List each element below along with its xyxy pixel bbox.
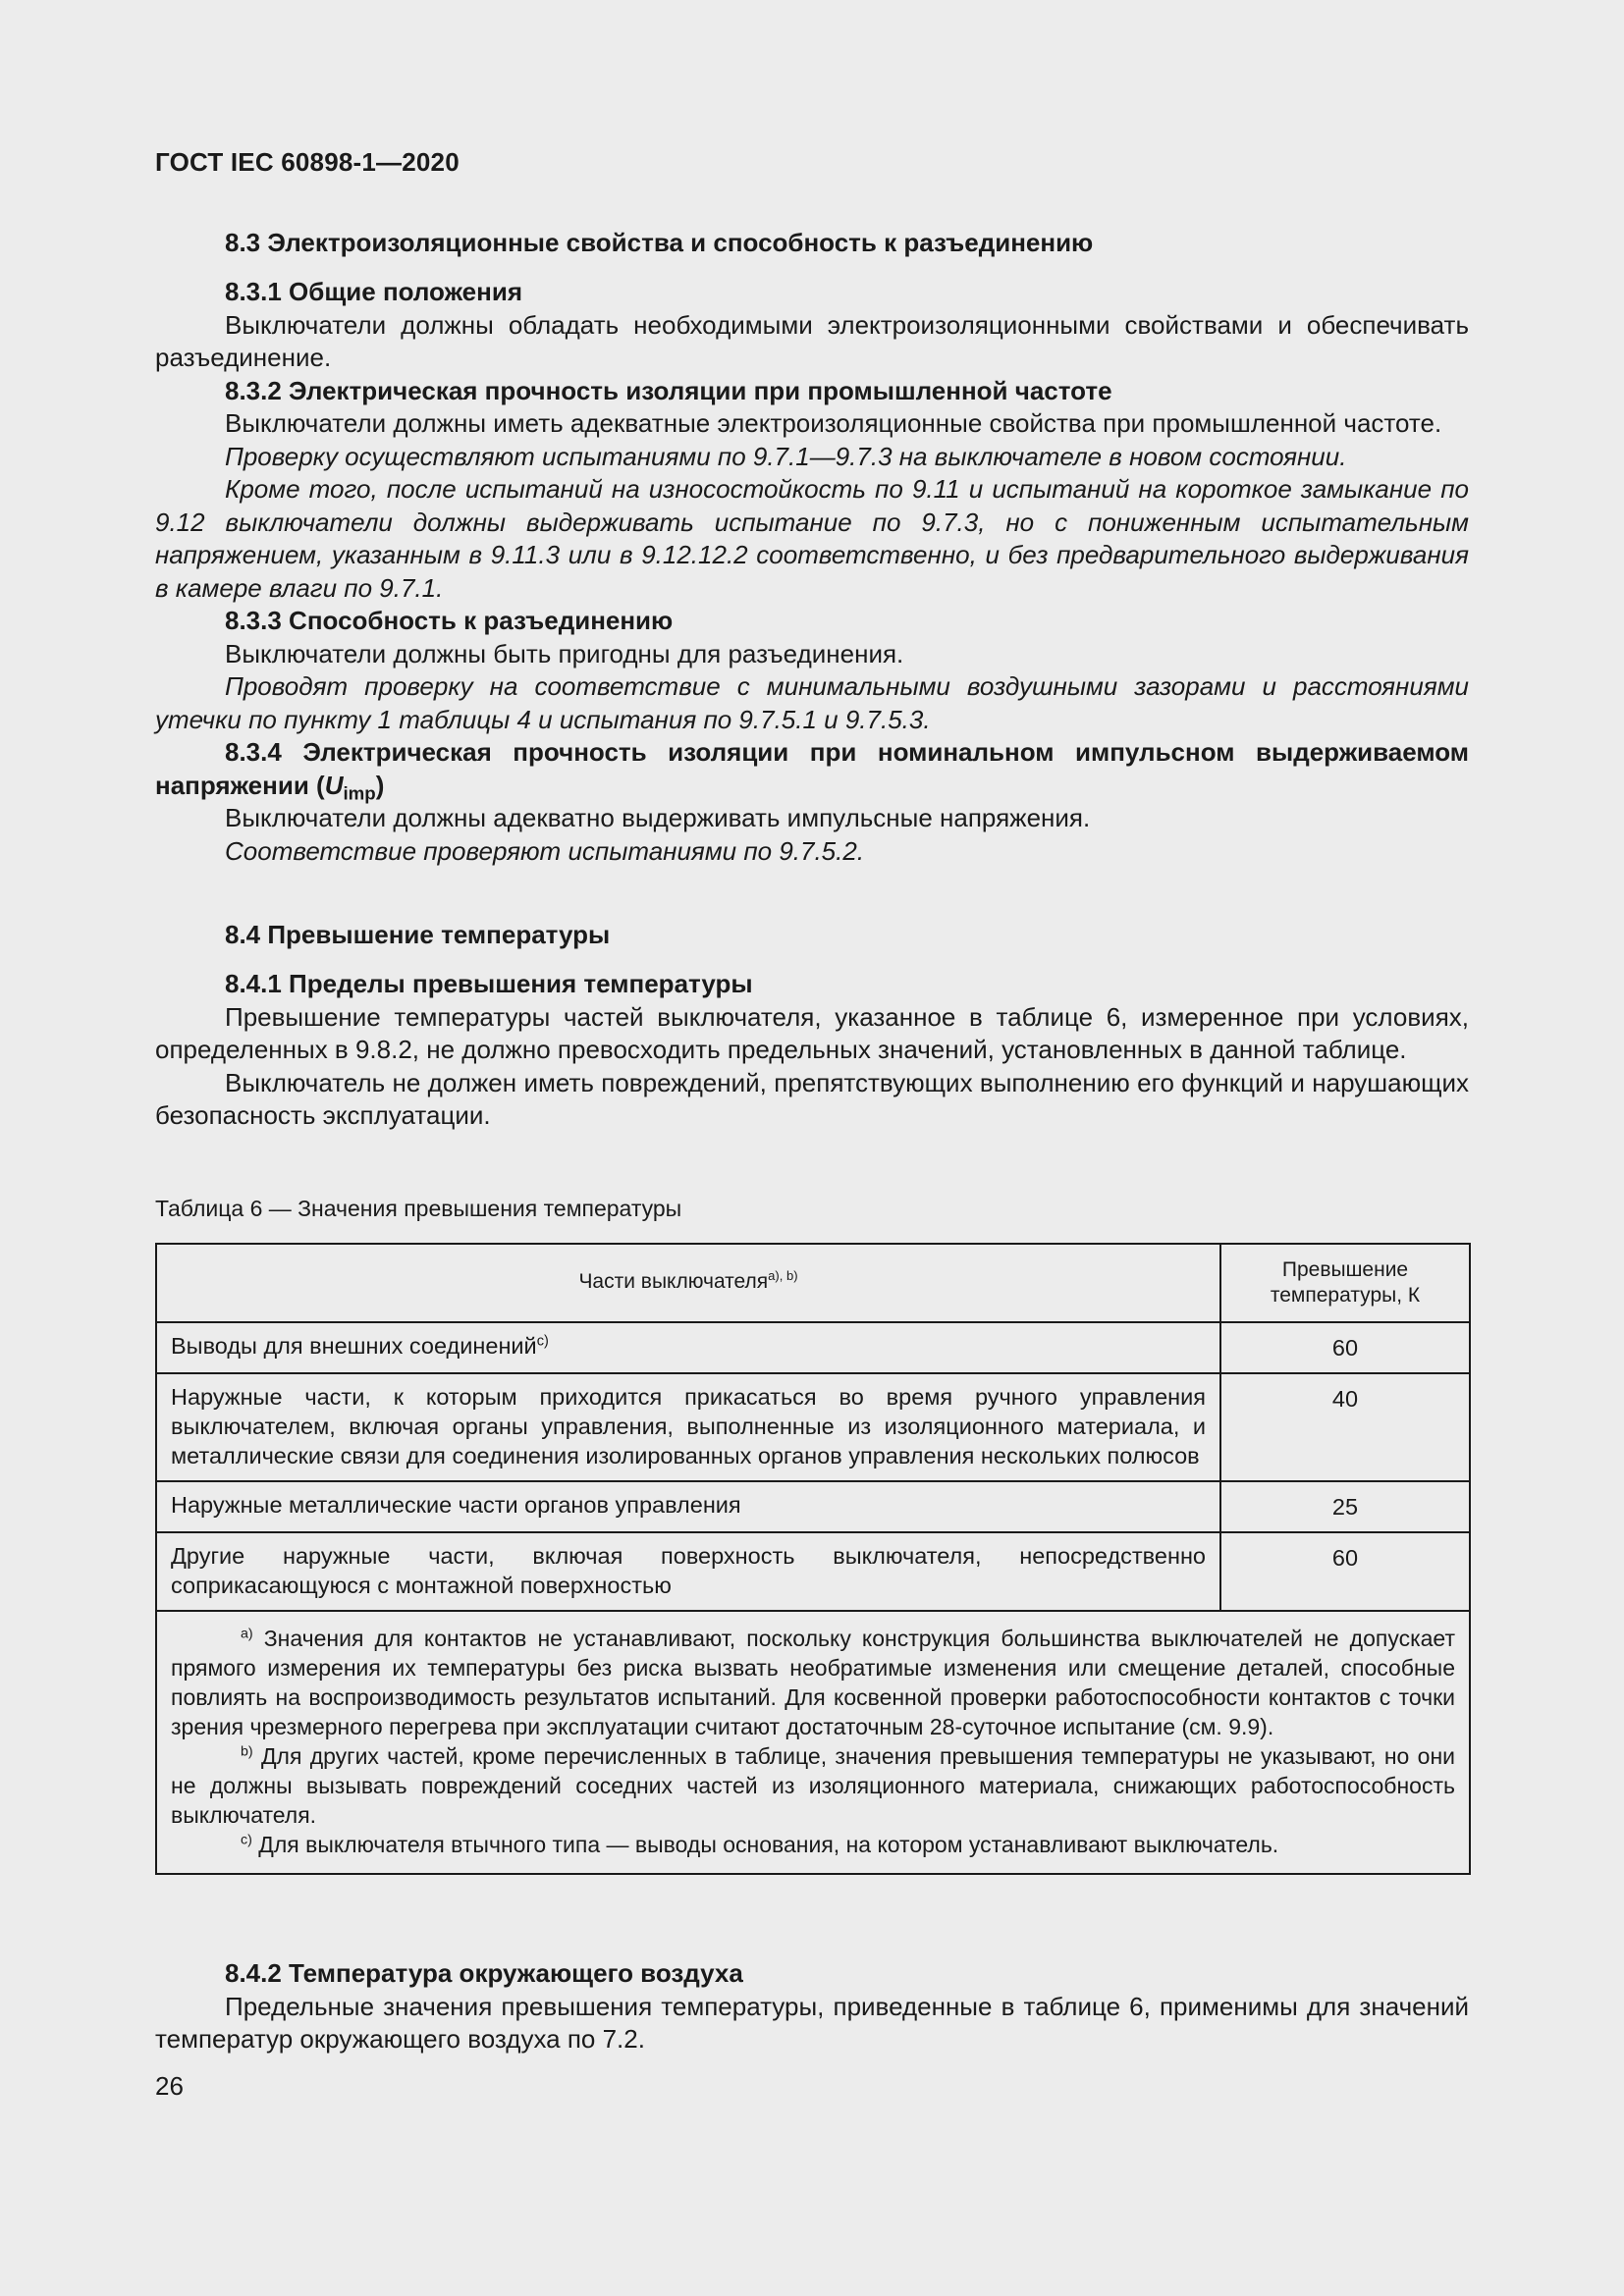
footnote-text: Для выключателя втычного типа — выводы основания, на котором устанавливают выключатель. <box>251 1832 1279 1857</box>
section-8-4-2 <box>155 1957 1469 2056</box>
part-cell: Другие наружные части, включая поверхность выключателя, непосредственно соприкасающуюся с монтажной поверхностью <box>156 1532 1220 1611</box>
subsection-title: 8.3.1 Общие положения <box>225 277 522 306</box>
paragraph: Кроме того, после испытаний на износостойкость по 9.11 и испытаний на короткое замыкание по 9.12 выключатели должны выдерживать испытание по 9.7.3, но с пониженным испытательным напряжением, указанным в 9.11.3 или в 9.12.12.2 соответственно, и без предварительного выдерживания в камере влаги по 9.7.1. <box>155 474 1469 603</box>
footnote <box>171 1741 1455 1830</box>
paragraph: Превышение температуры частей выключателя, указанное в таблице 6, измеренное при условиях, определенных в 9.8.2, не должно превосходить предельных значений, установленных в данной таблице. <box>155 1001 1469 1064</box>
symbol-u: U <box>324 770 344 800</box>
table-row <box>156 1373 1470 1481</box>
footnote-mark: a) <box>241 1626 253 1642</box>
temperature-table <box>155 1243 1471 1875</box>
value-cell: 60 <box>1220 1322 1470 1373</box>
subsection-title-text: 8.3.4 Электрическая прочность изоляции при номинальном импульсном выдерживаемом напряжении ( <box>155 737 1469 800</box>
part-cell: Наружные металлические части органов управления <box>156 1481 1220 1532</box>
part-cell <box>156 1322 1220 1373</box>
paragraph: Выключатели должны обладать необходимыми электроизоляционными свойствами и обеспечивать разъединение. <box>155 309 1469 372</box>
table-footnotes <box>156 1611 1470 1874</box>
header-value <box>1220 1244 1470 1322</box>
section-8-3-1 <box>155 276 1469 868</box>
value-cell: 60 <box>1220 1532 1470 1611</box>
header-part-text: Части выключателя <box>578 1270 769 1293</box>
footnote-text: Для других частей, кроме перечисленных в таблице, значения превышения температуры не указывают, но они не должны вызывать повреждений соседних частей из изоляционного материала, снижающих работоспособность выключателя. <box>171 1743 1455 1828</box>
paragraph: Проводят проверку на соответствие с минимальными воздушными зазорами и расстояниями утечки по пункту 1 таблицы 4 и испытания по 9.7.5.1 и 9.7.5.3. <box>155 671 1469 734</box>
table-row <box>156 1322 1470 1373</box>
section-8-3 <box>155 228 1469 258</box>
symbol-subscript: imp <box>343 782 376 804</box>
table-footnotes-row <box>156 1611 1470 1874</box>
running-head: ГОСТ IEC 60898-1—2020 <box>155 147 460 177</box>
subsection-title: 8.3.3 Способность к разъединению <box>225 606 674 635</box>
section-title: 8.4 Превышение температуры <box>225 920 611 949</box>
table-caption-text: 6 — Значения превышения температуры <box>244 1196 682 1221</box>
subsection-title: 8.4.2 Температура окружающего воздуха <box>225 1958 743 1988</box>
paragraph: Соответствие проверяют испытаниями по 9.7.5.2. <box>225 835 865 866</box>
table-6 <box>155 1243 1469 1875</box>
header-value-line2: температуры, К <box>1270 1284 1421 1307</box>
header-value-line1: Превышение <box>1281 1258 1409 1281</box>
section-8-4 <box>155 920 1469 950</box>
footnote-ref: c) <box>536 1333 549 1350</box>
paragraph: Выключатель не должен иметь повреждений, препятствующих выполнению его функций и нарушающих безопасность эксплуатации. <box>155 1067 1469 1130</box>
paragraph: Предельные значения превышения температуры, приведенные в таблице 6, применимы для значений температур окружающего воздуха по 7.2. <box>155 1991 1469 2054</box>
header-part <box>156 1244 1220 1322</box>
table-caption <box>155 1196 1469 1222</box>
section-8-4-1 <box>155 968 1469 1133</box>
footnote <box>171 1830 1455 1859</box>
table-row <box>156 1532 1470 1611</box>
table-row <box>156 1481 1470 1532</box>
footnote-mark: b) <box>241 1743 253 1760</box>
paragraph: Выключатели должны иметь адекватные электроизоляционные свойства при промышленной частоте. <box>225 408 1442 438</box>
subsection-title: 8.4.1 Пределы превышения температуры <box>225 969 753 998</box>
part-text: Выводы для внешних соединений <box>171 1333 537 1359</box>
table-caption-word: Таблица <box>155 1196 244 1221</box>
paragraph: Выключатели должны быть пригодны для разъединения. <box>225 638 904 668</box>
subsection-title-end: ) <box>375 770 385 800</box>
subsection-title: 8.3.2 Электрическая прочность изоляции при промышленной частоте <box>225 375 1112 405</box>
section-title: 8.3 Электроизоляционные свойства и способность к разъединению <box>225 228 1094 257</box>
paragraph: Проверку осуществляют испытаниями по 9.7.1—9.7.3 на выключателе в новом состоянии. <box>225 441 1347 471</box>
footnote-mark: c) <box>241 1832 252 1848</box>
footnote-text: Значения для контактов не устанавливают, поскольку конструкция большинства выключателей не допускает прямого измерения их температуры без риска вызвать необратимые изменения или смещение деталей, способные повлиять на воспроизводимость результатов испытаний. Для косвенной проверки работоспособности контактов с точки зрения чрезмерного перегрева при эксплуатации считают достаточным 28-суточное испытание (см. 9.9). <box>171 1626 1455 1739</box>
footnote-ref: a), b) <box>768 1268 798 1284</box>
value-cell: 40 <box>1220 1373 1470 1481</box>
part-cell: Наружные части, к которым приходится прикасаться во время ручного управления выключателем, включая органы управления, выполненные из изоляционного материала, и металлические связи для соединения изолированных органов управления нескольких полюсов <box>156 1373 1220 1481</box>
page-number: 26 <box>155 2071 184 2101</box>
paragraph: Выключатели должны адекватно выдерживать импульсные напряжения. <box>225 803 1091 832</box>
subsection-title <box>155 736 1469 802</box>
table-header-row <box>156 1244 1470 1322</box>
footnote <box>171 1624 1455 1741</box>
value-cell: 25 <box>1220 1481 1470 1532</box>
